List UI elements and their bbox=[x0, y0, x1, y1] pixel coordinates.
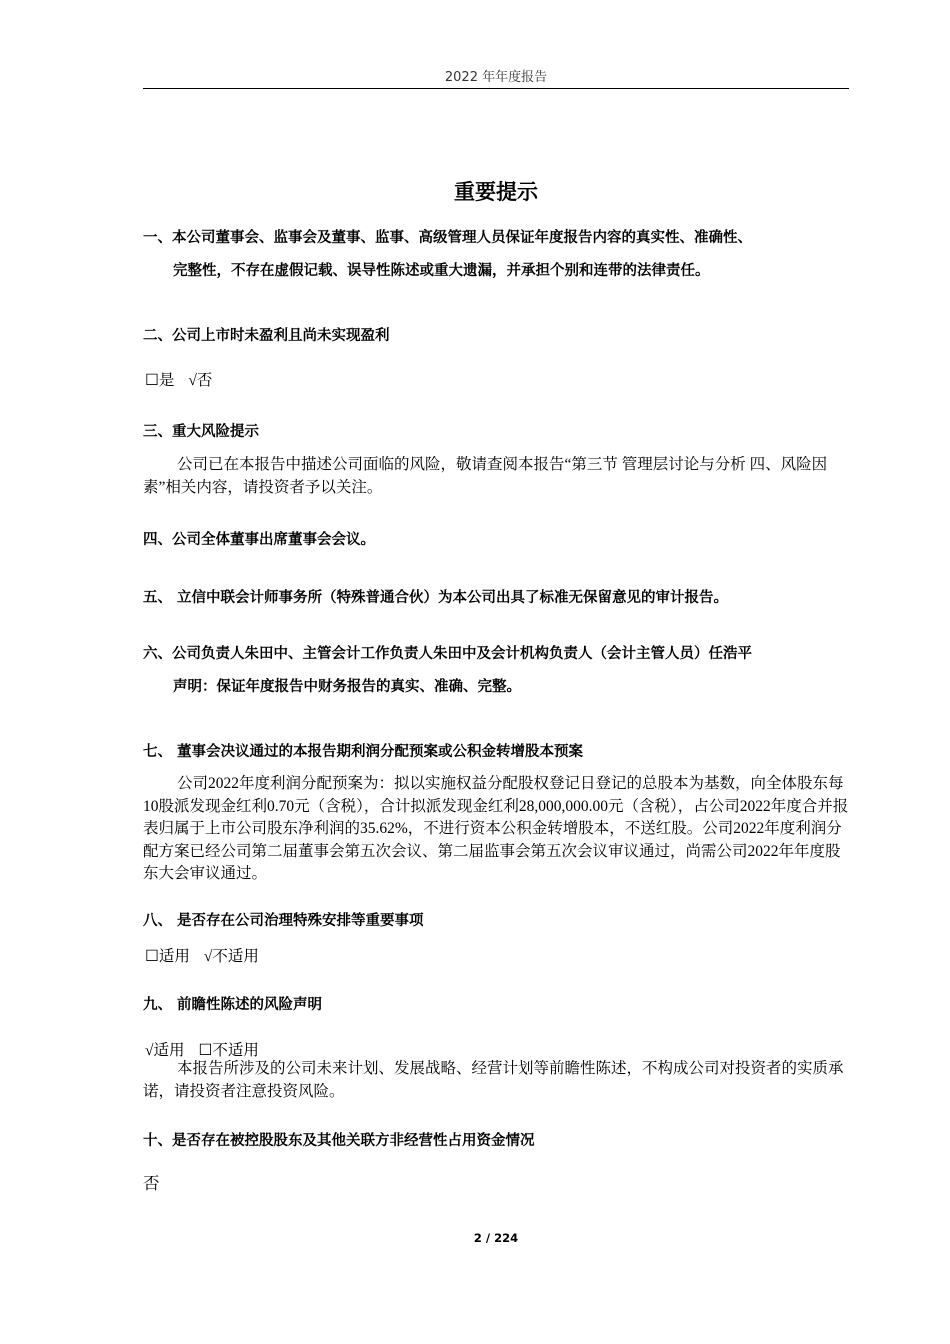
section-10-answer: 否 bbox=[143, 1174, 160, 1193]
section-8-heading: 八、 是否存在公司治理特殊安排等重要事项 bbox=[143, 913, 424, 929]
running-header: 2022 年年度报告 bbox=[444, 70, 548, 85]
section-9-body: 本报告所涉及的公司未来计划、发展战略、经营计划等前瞻性陈述，不构成公司对投资者的实质承诺，请投资者注意投资风险。 bbox=[143, 1060, 844, 1100]
section-6-line-1: 六、公司负责人朱田中、主管会计工作负责人朱田中及会计机构负责人（会计主管人员）任浩平 bbox=[143, 646, 752, 662]
option-not-applicable: √不适用 bbox=[203, 948, 259, 965]
option-yes: ☐是 bbox=[145, 372, 175, 389]
section-9-options bbox=[145, 1038, 259, 1060]
section-6 bbox=[143, 638, 849, 704]
page-title: 重要提示 bbox=[454, 180, 538, 204]
section-3-heading: 三、重大风险提示 bbox=[143, 424, 259, 440]
section-10-heading: 十、是否存在被控股股东及其他关联方非经营性占用资金情况 bbox=[143, 1133, 535, 1149]
section-3-body: 公司已在本报告中描述公司面临的风险，敬请查阅本报告“第三节 管理层讨论与分析 四、风险因素”相关内容，请投资者予以关注。 bbox=[143, 456, 828, 496]
option-not-applicable: ☐不适用 bbox=[198, 1042, 259, 1059]
section-1-line-2: 完整性，不存在虚假记载、误导性陈述或重大遗漏，并承担个别和连带的法律责任。 bbox=[173, 263, 710, 279]
section-1 bbox=[143, 222, 849, 288]
section-4-heading: 四、公司全体董事出席董事会会议。 bbox=[143, 532, 375, 548]
page-number: 2 / 224 bbox=[473, 1231, 519, 1245]
section-7-body: 公司2022年度利润分配预案为：拟以实施权益分配股权登记日登记的总股本为基数，向全体股东每10股派发现金红利0.70元（含税），合计拟派发现金红利28,000,000.00元（含税），占公司2022年度合并报表归属于上市公司股东净利润的35.62%，不进行资本公积金转增股本，不送红股。公司2022年度利润分配方案已经公司第二届董事会第五次会议、第二届监事会第五次会议审议通过，尚需公司2022年年度股东大会审议通过。 bbox=[143, 775, 849, 882]
option-no: √否 bbox=[188, 372, 213, 389]
section-7-heading: 七、 董事会决议通过的本报告期利润分配预案或公积金转增股本预案 bbox=[143, 744, 584, 760]
section-9-heading: 九、 前瞻性陈述的风险声明 bbox=[143, 997, 323, 1013]
section-6-line-2: 声明：保证年度报告中财务报告的真实、准确、完整。 bbox=[173, 679, 521, 695]
section-5-heading: 五、 立信中联会计师事务所（特殊普通合伙）为本公司出具了标准无保留意见的审计报告。 bbox=[143, 590, 729, 606]
section-1-line-1: 一、本公司董事会、监事会及董事、监事、高级管理人员保证年度报告内容的真实性、准确性、 bbox=[143, 230, 752, 246]
option-applicable: √适用 bbox=[145, 1042, 185, 1059]
header-rule bbox=[143, 88, 849, 89]
section-2-heading: 二、公司上市时未盈利且尚未实现盈利 bbox=[143, 328, 390, 344]
section-2-options bbox=[145, 368, 212, 390]
option-applicable: ☐适用 bbox=[145, 948, 190, 965]
section-8-options bbox=[145, 944, 259, 966]
